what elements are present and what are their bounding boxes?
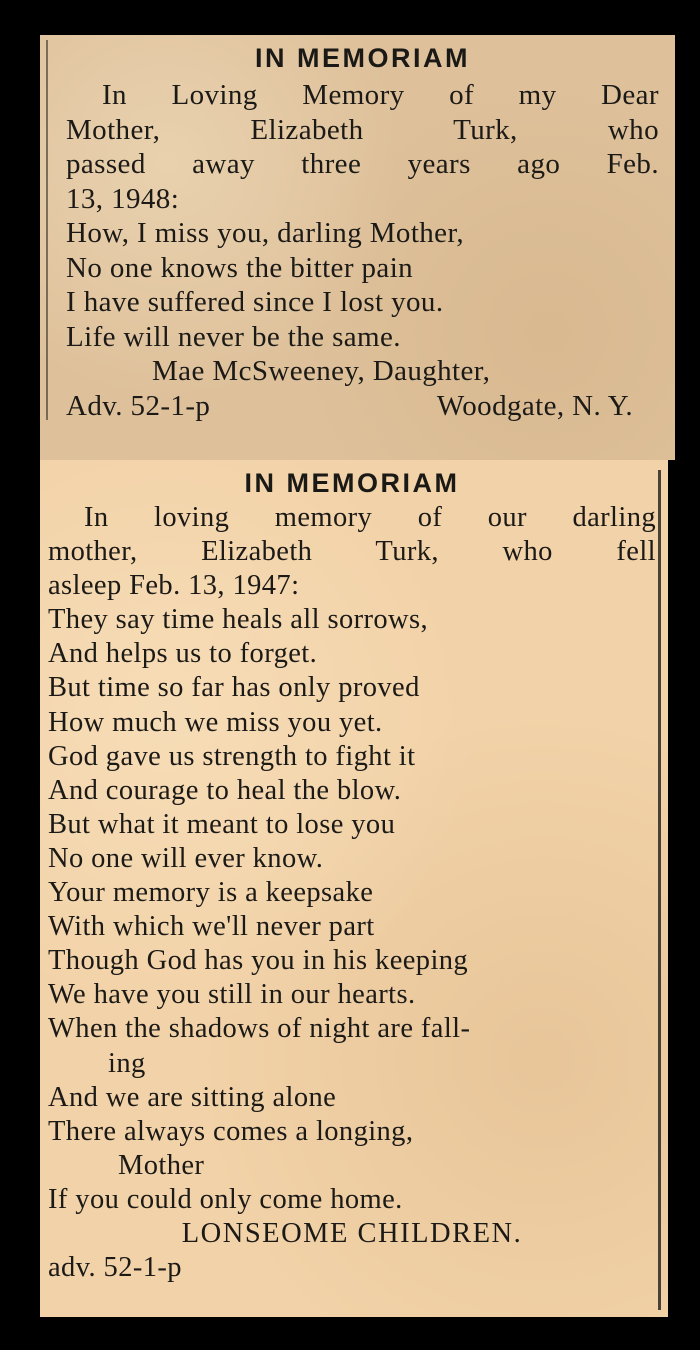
memoriam-clipping-1 [40, 35, 675, 460]
clipping-2-verse-line: We have you still in our hearts. [48, 979, 416, 1011]
clipping-2-verse-line: God gave us strength to fight it [48, 740, 416, 772]
clipping-1-ad-code: Adv. 52-1-p [66, 389, 211, 422]
clipping-1-intro-line: Mother, Elizabeth Turk, who [66, 113, 659, 146]
clipping-1-verse-line: No one knows the bitter pain [66, 251, 414, 284]
clipping-2-verse-line: There always comes a longing, [48, 1115, 414, 1147]
clipping-1-verse-line: I have suffered since I lost you. [66, 286, 444, 318]
column-rule-left [46, 40, 48, 420]
clipping-1-footer [66, 389, 659, 424]
clipping-2-intro-line: mother, Elizabeth Turk, who fell [48, 536, 656, 568]
clipping-1-intro-line: In Loving Memory of my Dear [102, 79, 659, 111]
clipping-2-verse-line: When the shadows of night are fall- [48, 1013, 471, 1045]
clipping-2-intro-line: In loving memory of our darling [84, 502, 656, 533]
clipping-2-verse-line: But time so far has only proved [48, 672, 420, 704]
clipping-2-verse-line: And helps us to forget. [48, 638, 318, 670]
clipping-2-verse-line: ing [108, 1047, 146, 1079]
clipping-1-signature: Mae McSweeney, Daughter, [152, 355, 491, 387]
clipping-2-ad-code: adv. 52-1-p [48, 1252, 182, 1284]
clipping-2-verse-line: And we are sitting alone [48, 1081, 337, 1113]
clipping-1-verse-line: Life will never be the same. [66, 320, 401, 353]
clipping-2-signature: LONSEOME CHILDREN. [181, 1217, 523, 1249]
clipping-1-intro-line: 13, 1948: [66, 182, 180, 215]
memoriam-clipping-2 [40, 460, 668, 1317]
clipping-2-verse-line: No one will ever know. [48, 842, 324, 874]
clipping-2-verse-line: If you could only come home. [48, 1183, 403, 1215]
clipping-2-verse-line: Your memory is a keepsake [48, 877, 374, 909]
clipping-2-verse-line: Though God has you in his keeping [48, 945, 469, 977]
clipping-2-verse-line: How much we miss you yet. [48, 706, 383, 738]
clipping-1-heading: IN MEMORIAM [255, 43, 470, 73]
clipping-2-verse-line: And courage to heal the blow. [48, 774, 402, 806]
clipping-2-verse-line: With which we'll never part [48, 911, 375, 943]
clipping-2-heading: IN MEMORIAM [244, 468, 460, 498]
clipping-2-verse-line: But what it meant to lose you [48, 808, 396, 840]
clipping-1-location: Woodgate, N. Y. [436, 389, 633, 422]
clipping-2-verse-line: They say time heals all sorrows, [48, 604, 429, 636]
column-rule-right [658, 470, 661, 1310]
clipping-1-verse-line: How, I miss you, darling Mother, [66, 217, 464, 249]
clipping-2-verse-line: Mother [118, 1149, 205, 1181]
clipping-1-intro-line: passed away three years ago Feb. [66, 148, 659, 180]
clipping-2-intro-line: asleep Feb. 13, 1947: [48, 570, 300, 602]
